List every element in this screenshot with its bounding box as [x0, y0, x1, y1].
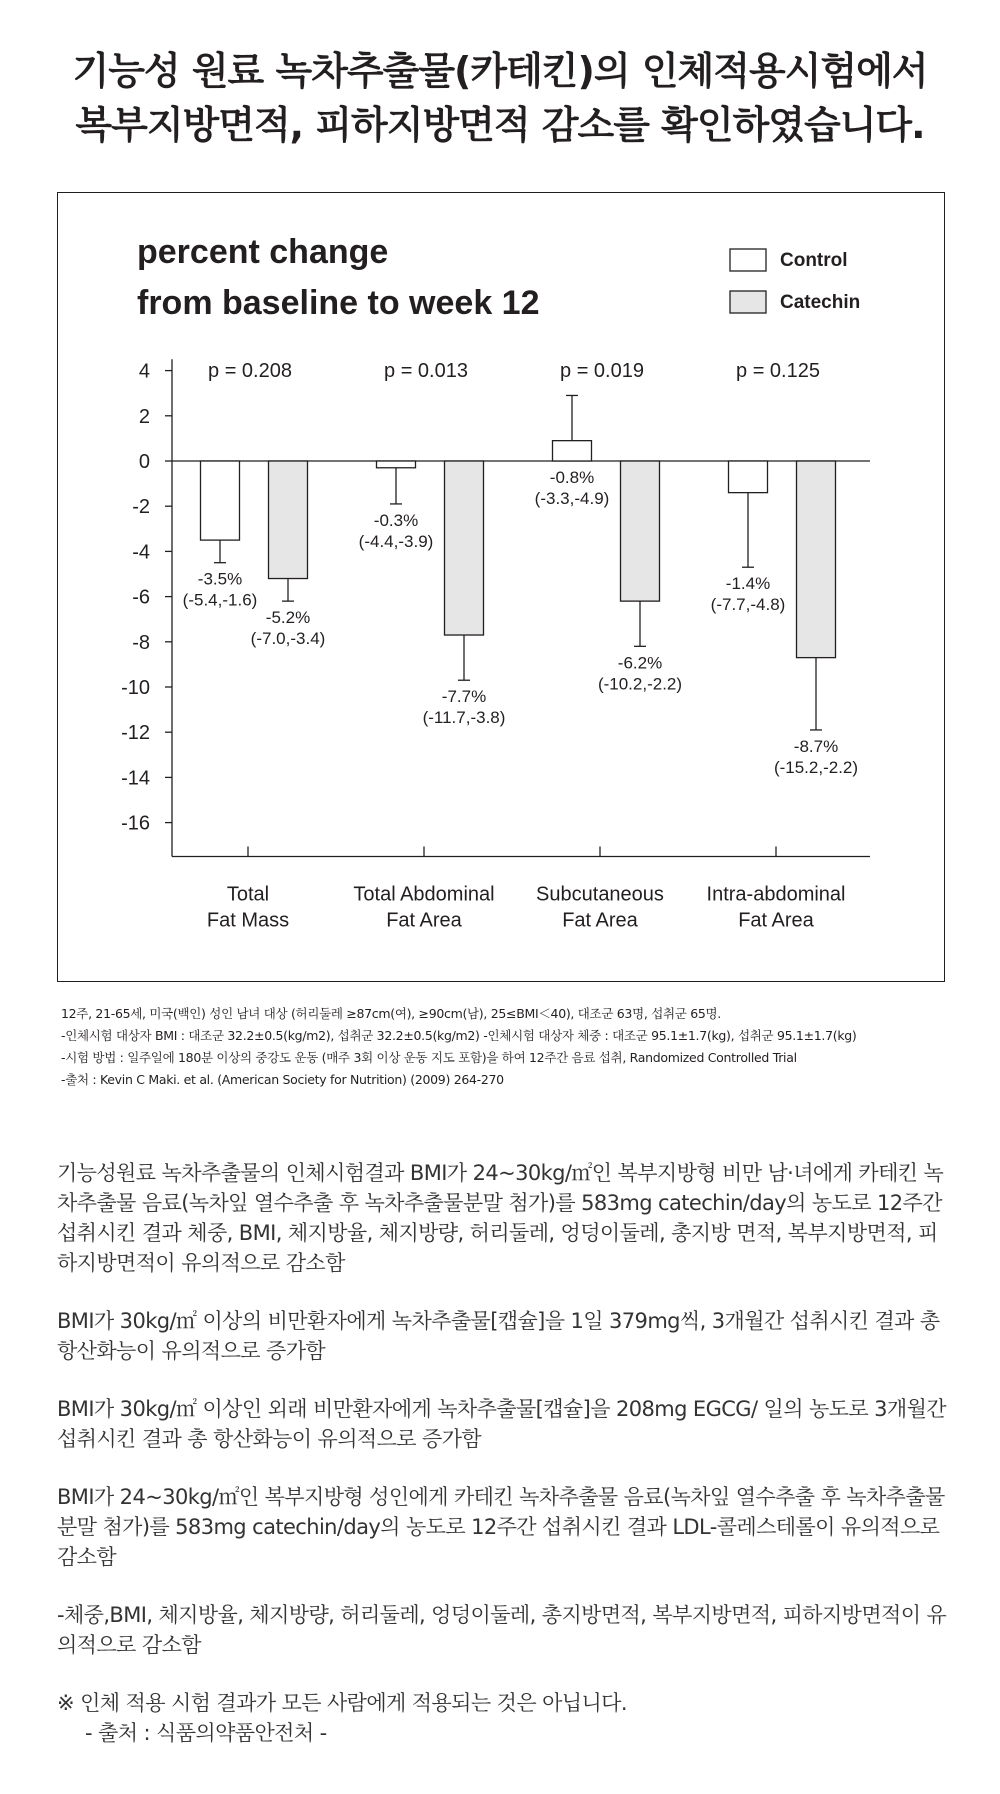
- p-value-label: p = 0.208: [208, 360, 292, 382]
- legend-swatch-catechin: [730, 291, 766, 313]
- chart-panel: [57, 192, 945, 982]
- ci-label-control: (-5.4,-1.6): [182, 590, 258, 610]
- footnotes: [61, 1003, 961, 1091]
- data-label-catechin: -5.2%: [265, 608, 311, 628]
- source: - 출처 : 식품의약품안전처 -: [85, 1721, 327, 1745]
- legend-label-catechin: Catechin: [780, 292, 861, 313]
- x-tick-label-line-1: Subcutaneous: [536, 883, 664, 906]
- headline: [0, 44, 1000, 152]
- ci-label-catechin: (-15.2,-2.2): [773, 757, 859, 777]
- footnote-4: -출처 : Kevin C Maki. et al. (American Society for Nutrition) (2009) 264-270: [61, 1072, 504, 1087]
- description: [57, 1158, 947, 1776]
- x-tick-label-line-2: Fat Area: [562, 909, 638, 932]
- y-tick-label: -4: [132, 541, 150, 564]
- bar-control: [553, 441, 592, 461]
- bar-chart: [58, 193, 943, 980]
- bar-control: [729, 461, 768, 493]
- ci-label-catechin: (-11.7,-3.8): [422, 708, 506, 728]
- paragraph-2: BMI가 30kg/㎡ 이상의 비만환자에게 녹차추출물[캡슐]을 1일 379mg씩, 3개월간 섭취시킨 결과 총 항산화능이 유의적으로 증가함: [57, 1309, 940, 1363]
- data-label-control: -3.5%: [197, 569, 243, 589]
- p-value-label: p = 0.019: [560, 360, 644, 382]
- legend-label-control: Control: [780, 250, 848, 271]
- y-tick-label: -8: [132, 631, 150, 654]
- y-tick-label: -2: [132, 496, 150, 519]
- data-label-control: -0.3%: [373, 510, 419, 530]
- y-tick-label: 4: [138, 360, 150, 383]
- y-tick-label: -16: [121, 812, 150, 835]
- ci-label-control: (-7.7,-4.8): [710, 595, 786, 615]
- bar-control: [377, 461, 416, 468]
- paragraph-5: -체중,BMI, 체지방율, 체지방량, 허리둘레, 엉덩이둘레, 총지방면적, 복부지방면적, 피하지방면적이 유의적으로 감소함: [57, 1603, 947, 1657]
- bar-catechin: [269, 461, 308, 579]
- footnote-3: -시험 방법 : 일주일에 180분 이상의 중강도 운동 (매주 3회 이상 운동 지도 포함)을 하여 12주간 음료 섭취, Randomized Controlled Trial: [61, 1050, 797, 1065]
- ci-label-control: (-4.4,-3.9): [358, 531, 434, 551]
- chart-title-line-2: from baseline to week 12: [137, 284, 540, 322]
- ci-label-catechin: (-10.2,-2.2): [597, 674, 683, 694]
- bar-catechin: [621, 461, 660, 601]
- data-label-control: -0.8%: [549, 468, 595, 487]
- headline-line-1: 기능성 원료 녹차추출물(카테킨)의 인체적용시험에서: [72, 49, 928, 93]
- x-tick-label-line-1: Total: [226, 883, 270, 906]
- data-label-control: -1.4%: [725, 574, 771, 594]
- bar-control: [201, 461, 240, 540]
- y-tick-label: -10: [121, 677, 150, 699]
- y-tick-label: -6: [132, 586, 150, 609]
- bar-catechin: [445, 461, 484, 635]
- x-tick-label-line-2: Fat Mass: [206, 909, 290, 932]
- footnote-2: -인체시험 대상자 BMI : 대조군 32.2±0.5(kg/m2), 섭취군 32.2±0.5(kg/m2) -인체시험 대상자 체중 : 대조군 95.1±1.7(kg), 섭취군 95.1±1.7(kg): [61, 1028, 857, 1043]
- footnote-1: 12주, 21-65세, 미국(백인) 성인 남녀 대상 (허리둘레 ≥87cm(여), ≥90cm(남), 25≤BMI＜40), 대조군 63명, 섭취군 65명.: [61, 1006, 721, 1021]
- legend-swatch-control: [730, 249, 766, 271]
- y-tick-label: 2: [138, 405, 150, 428]
- data-label-catechin: -6.2%: [617, 653, 663, 673]
- ci-label-control: (-3.3,-4.9): [534, 489, 610, 508]
- y-tick-label: -12: [121, 722, 150, 745]
- x-tick-label-line-2: Fat Area: [738, 909, 814, 932]
- bar-catechin: [797, 461, 836, 658]
- chart-title-line-1: percent change: [137, 233, 389, 271]
- ci-label-catechin: (-7.0,-3.4): [250, 629, 326, 649]
- y-tick-label: -14: [121, 767, 150, 790]
- notice: ※ 인체 적용 시험 결과가 모든 사람에게 적용되는 것은 아닙니다.: [57, 1691, 627, 1715]
- paragraph-3: BMI가 30kg/㎡ 이상인 외래 비만환자에게 녹차추출물[캡슐]을 208mg EGCG/ 일의 농도로 3개월간 섭취시킨 결과 총 항산화능이 유의적으로 증가함: [57, 1397, 946, 1451]
- data-label-catechin: -8.7%: [793, 736, 839, 756]
- y-tick-label: 0: [138, 451, 150, 473]
- paragraph-1: 기능성원료 녹차추출물의 인체시험결과 BMI가 24~30kg/㎡인 복부지방형 비만 남·녀에게 카테킨 녹차추출물 음료(녹차잎 열수추출 후 녹차추출물분말 첨가)를 583mg catechin/day의 농도로 12주간 섭취시킨 결과 체중, BMI, 체지방율, 체지방량, 허리둘레, 엉덩이둘레, 총지방 면적, 복부지방면적, 피하지방면적이 유의적으로 감소함: [57, 1161, 944, 1275]
- headline-line-2: 복부지방면적, 피하지방면적 감소를 확인하였습니다.: [75, 103, 925, 147]
- p-value-label: p = 0.125: [736, 360, 820, 382]
- paragraph-4: BMI가 24~30kg/㎡인 복부지방형 성인에게 카테킨 녹차추출물 음료(녹차잎 열수추출 후 녹차추출물분말 첨가)를 583mg catechin/day의 농도로 12주간 섭취시킨 결과 LDL-콜레스테롤이 유의적으로 감소함: [57, 1485, 945, 1569]
- data-label-catechin: -7.7%: [441, 687, 487, 707]
- x-tick-label-line-1: Intra-abdominal: [706, 883, 846, 906]
- x-tick-label-line-2: Fat Area: [386, 909, 462, 932]
- x-tick-label-line-1: Total Abdominal: [353, 883, 495, 906]
- p-value-label: p = 0.013: [384, 360, 468, 382]
